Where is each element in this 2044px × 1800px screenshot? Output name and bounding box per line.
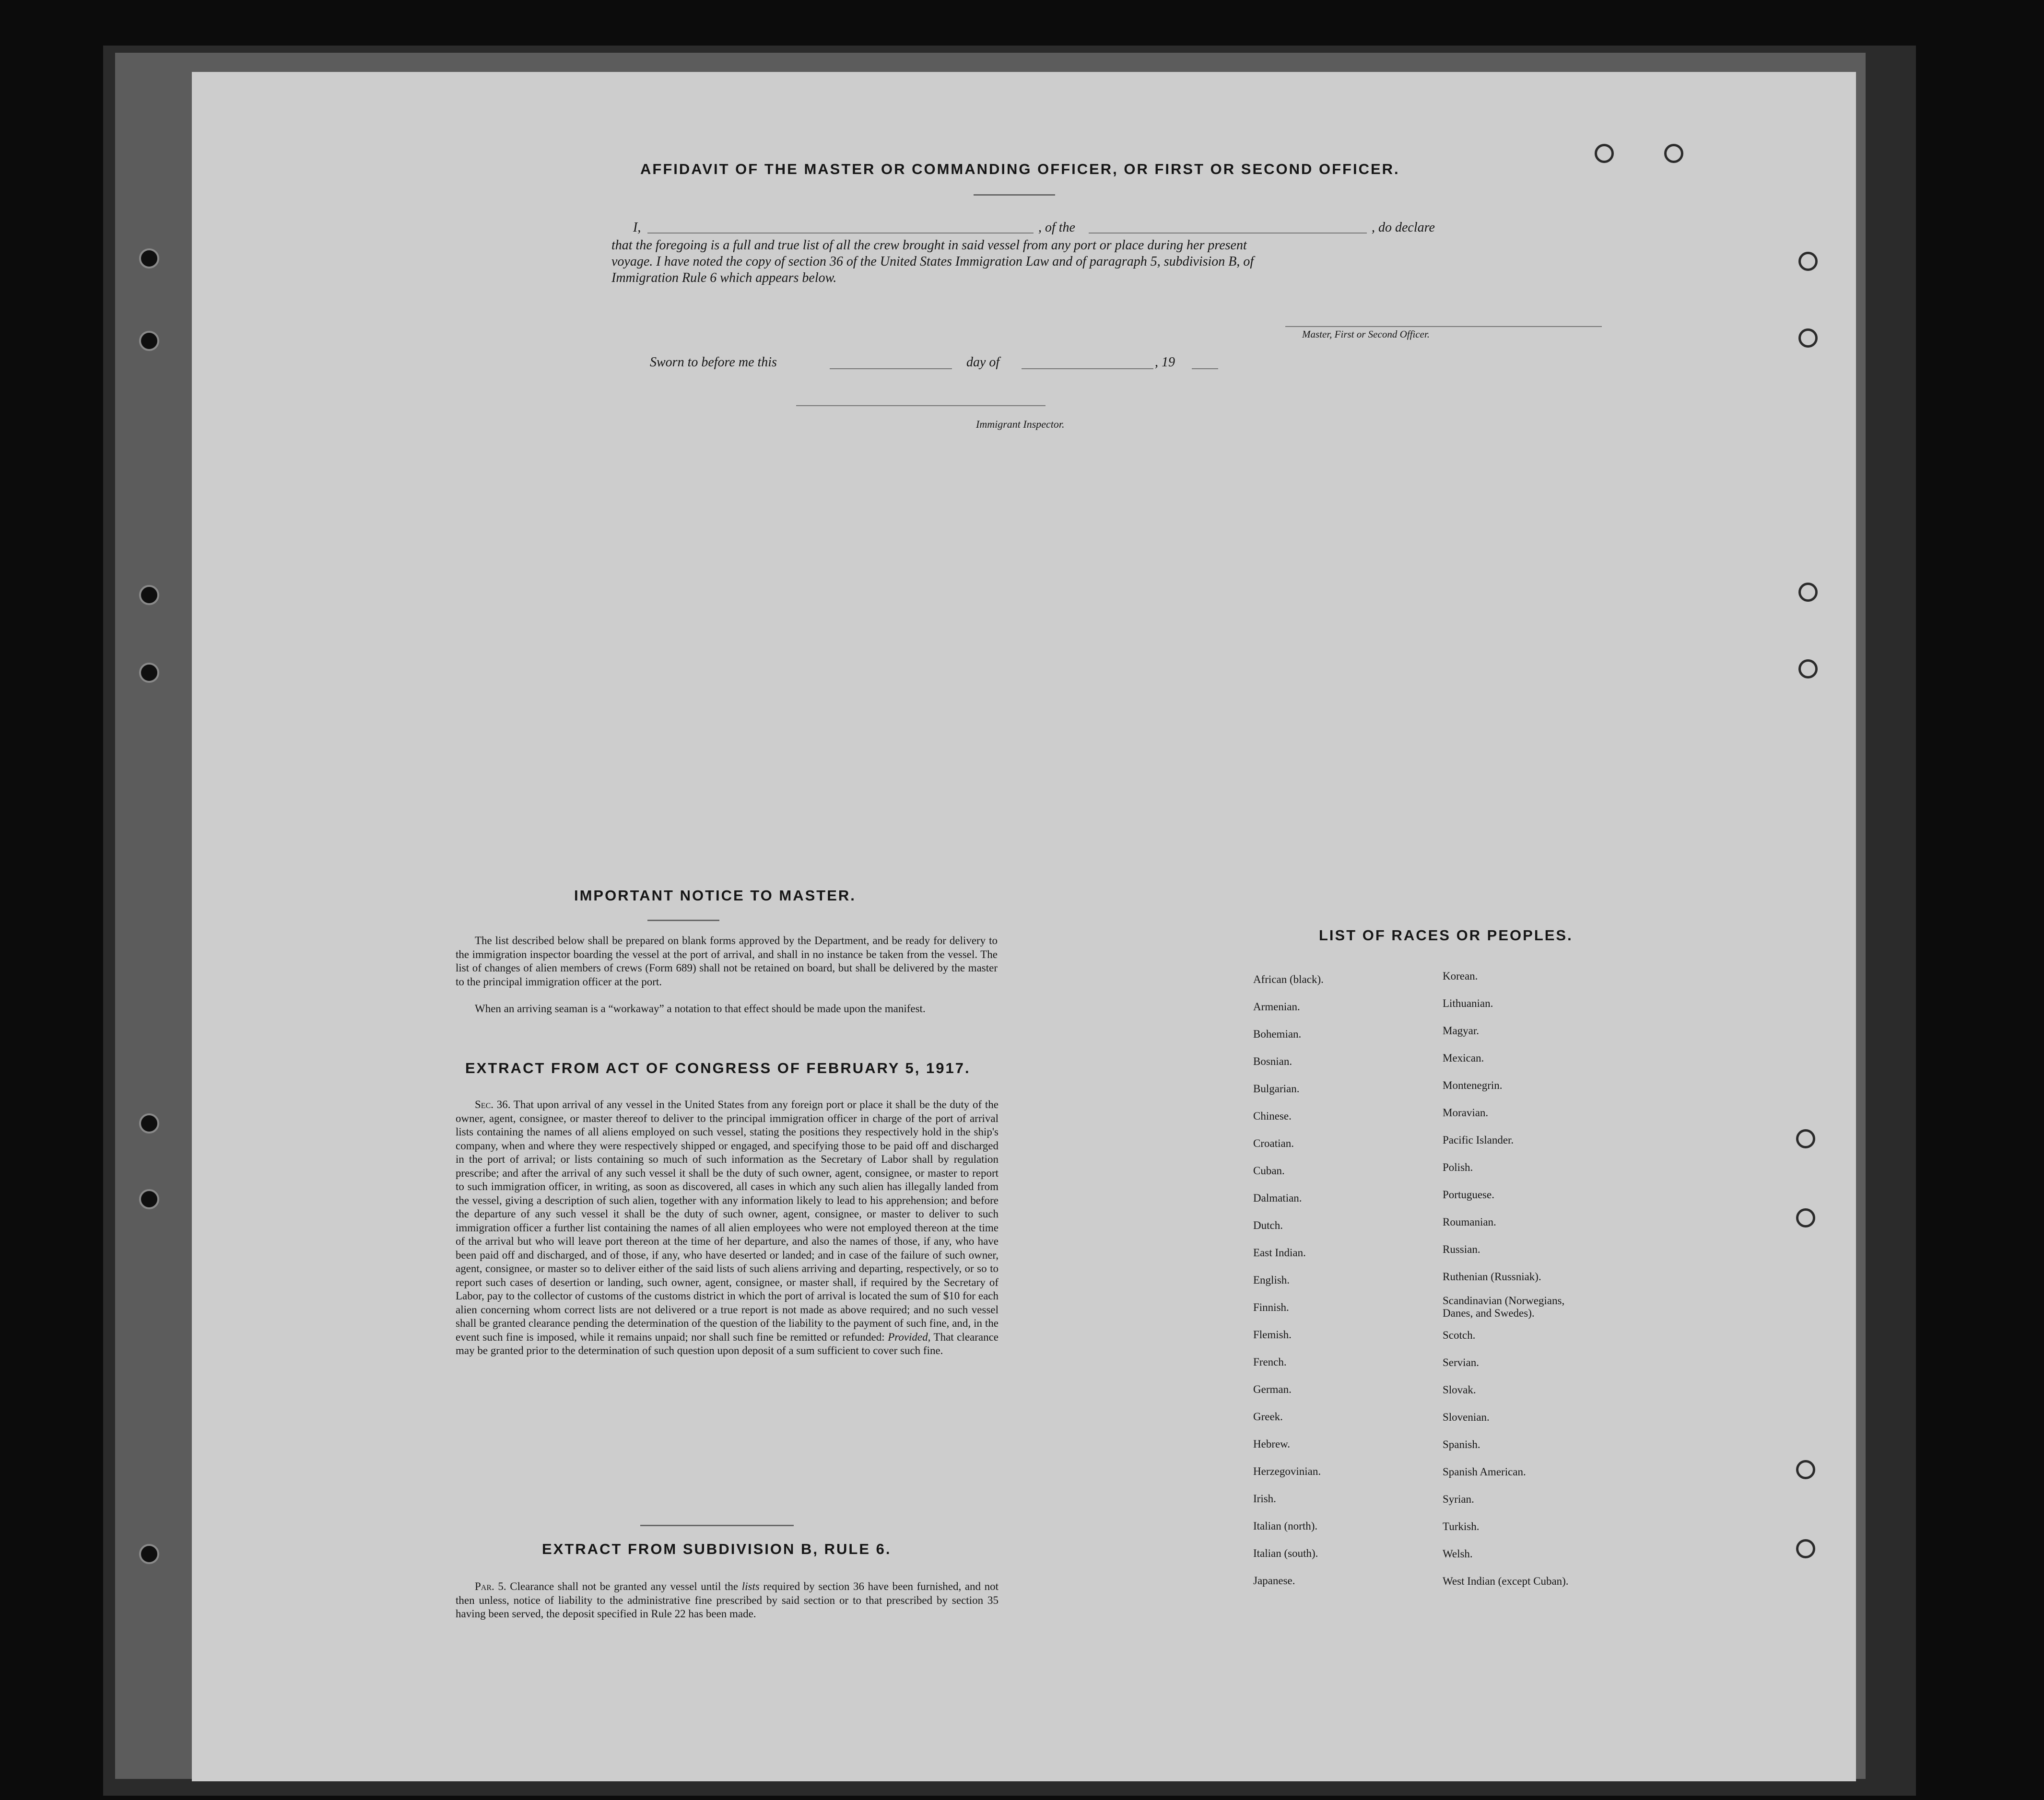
race-right-item: Slovenian. <box>1443 1411 1490 1423</box>
race-left-item: Dutch. <box>1253 1219 1283 1231</box>
race-left-item: Finnish. <box>1253 1301 1289 1313</box>
punch-hole <box>1796 1539 1815 1558</box>
race-right-item: West Indian (except Cuban). <box>1443 1575 1569 1587</box>
extract-act-heading: EXTRACT FROM ACT OF CONGRESS OF FEBRUARY 5, 1917. <box>465 1060 971 1076</box>
race-right-item: Korean. <box>1443 970 1478 982</box>
race-right-item: Montenegrin. <box>1443 1079 1503 1091</box>
race-right-item: Mexican. <box>1443 1052 1484 1064</box>
extract-rule-heading: EXTRACT FROM SUBDIVISION B, RULE 6. <box>542 1541 892 1557</box>
affidavit-body <box>611 237 1254 286</box>
races-heading: LIST OF RACES OR PEOPLES. <box>1319 927 1573 944</box>
section-label: Sec. 36. <box>475 1099 511 1110</box>
punch-hole <box>1798 328 1818 348</box>
par-text-after: required by section 36 have been furnished, and not then unless, notice of liability to the administrative fine prescribed by said section or to that prescribed by section 35 having been served, the deposit specified in Rule 22 has been made. <box>456 1580 999 1620</box>
sworn-day-of: day of <box>966 355 1000 370</box>
sworn-prefix: Sworn to before me this <box>650 355 777 370</box>
race-left-item: Italian (north). <box>1253 1520 1318 1532</box>
binder-hole <box>139 1189 159 1209</box>
sworn-year: , 19 <box>1155 355 1175 370</box>
race-right-item: Ruthenian (Russniak). <box>1443 1271 1541 1283</box>
race-left-item: French. <box>1253 1356 1287 1368</box>
race-right-item: Turkish. <box>1443 1520 1480 1532</box>
inspector-signature-line <box>796 405 1045 406</box>
section-36-text <box>456 1098 999 1358</box>
par-text-before: Clearance shall not be granted any vessel until the <box>510 1580 739 1592</box>
punch-hole <box>1664 144 1683 163</box>
name-blank <box>647 233 1034 234</box>
punch-hole <box>1595 144 1614 163</box>
race-right-item: Welsh. <box>1443 1548 1473 1560</box>
inspector-signature-label: Immigrant Inspector. <box>976 418 1065 430</box>
race-left-item: Italian (south). <box>1253 1547 1318 1559</box>
declaration-of-the: , of the <box>1038 220 1075 235</box>
race-right-item: Slovak. <box>1443 1384 1476 1396</box>
master-signature-label: Master, First or Second Officer. <box>1302 328 1430 340</box>
divider <box>974 194 1055 196</box>
punch-hole <box>1796 1460 1815 1479</box>
race-right-item: Polish. <box>1443 1161 1473 1173</box>
declaration-i: I, <box>633 220 641 235</box>
race-left-item: Flemish. <box>1253 1329 1292 1341</box>
proviso-text: That clearance may be granted prior to the determination of such question upon deposit of a sum sufficient to cover such fine. <box>456 1331 999 1356</box>
binder-hole <box>139 331 159 351</box>
race-left-item: Croatian. <box>1253 1137 1294 1149</box>
race-left-item: East Indian. <box>1253 1247 1306 1259</box>
section-body: That upon arrival of any vessel in the United States from any foreign port or place it shall be the duty of the owner, agent, consignee, or master thereof to deliver to the principal immigration officer in charge of the port of arrival lists containing the names of all aliens employed on such vessel, stating the positions they respectively hold in the ship's company, when and where they were respectively shipped or engaged, and specifying those to be paid off and discharged in the port of arrival; or lists containing so much of such information as the Secretary of Labor shall by regulation prescribe; and after the arrival of any such vessel it shall be the duty of such owner, agent, consignee, or master to report to such immigration officer, in writing, as soon as discovered, all cases in which any such alien has illegally landed from the vessel, giving a description of such alien, together with any information likely to lead to his apprehension; and before the departure of any such vessel it shall be the duty of such owner, agent, consignee, or master to deliver to such immigration officer a further list containing the names of all alien employees who were not employed thereon at the time of the arrival but who will leave port thereon at the time of her departure, and also the names of those, if any, who have been paid off and discharged, and of those, if any, who have deserted or landed; and in case of the failure of such owner, agent, consignee, or master so to deliver either of the said lists of such aliens arriving and departing, respectively, or so to report such cases of desertion or landing, such owner, agent, consignee, or master shall, if required by the Secretary of Labor, pay to the collector of customs of the customs district in which the port of arrival is located the sum of $10 for each alien concerning whom correct lists are not delivered or a true report is not made as above required; and no such vessel shall be granted clearance pending the determination of the question of the liability to the payment of such fine, and, in the event such fine is imposed, while it remains unpaid; nor shall such fine be remitted or refunded: <box>456 1099 999 1343</box>
month-blank <box>1022 368 1153 369</box>
race-left-item: Bulgarian. <box>1253 1083 1300 1095</box>
year-blank <box>1192 368 1218 369</box>
race-left-item: Cuban. <box>1253 1165 1285 1177</box>
race-right-item: Russian. <box>1443 1243 1480 1255</box>
punch-hole <box>1798 583 1818 602</box>
punch-hole <box>1796 1129 1815 1148</box>
declaration-do-declare: , do declare <box>1372 220 1435 235</box>
race-left-item: Armenian. <box>1253 1001 1300 1013</box>
paragraph-5-text <box>456 1580 999 1621</box>
proviso-word: Provided, <box>888 1331 931 1343</box>
race-left-item: Greek. <box>1253 1411 1283 1423</box>
race-right-item: Scandinavian (Norwegians, Danes, and Swedes). <box>1443 1295 1565 1319</box>
race-right-item: Moravian. <box>1443 1107 1489 1119</box>
binder-hole <box>139 248 159 269</box>
race-left-item: Bosnian. <box>1253 1055 1292 1067</box>
race-left-item: Chinese. <box>1253 1110 1292 1122</box>
lists-word: lists <box>741 1580 760 1592</box>
race-right-item: Servian. <box>1443 1356 1480 1368</box>
binder-hole <box>139 1113 159 1134</box>
vessel-blank <box>1089 233 1367 234</box>
day-blank <box>830 368 952 369</box>
race-right-item: Syrian. <box>1443 1493 1474 1505</box>
divider <box>640 1525 794 1526</box>
binder-hole <box>139 585 159 605</box>
race-left-item: Bohemian. <box>1253 1028 1302 1040</box>
race-left-item: German. <box>1253 1383 1292 1395</box>
race-left-item: Hebrew. <box>1253 1438 1291 1450</box>
notice-paragraph-2: When an arriving seaman is a “workaway” a notation to that effect should be made upon the manifest. <box>475 1003 926 1015</box>
affidavit-body-line: that the foregoing is a full and true list of all the crew brought in said vessel from any port or place during her present <box>611 238 1247 253</box>
affidavit-body-line: Immigration Rule 6 which appears below. <box>611 270 837 285</box>
race-left-item: African (black). <box>1253 973 1324 985</box>
affidavit-page <box>192 72 1856 1781</box>
race-left-item: Japanese. <box>1253 1575 1295 1587</box>
master-signature-line <box>1285 326 1602 327</box>
affidavit-title: AFFIDAVIT OF THE MASTER OR COMMANDING OFFICER, OR FIRST OR SECOND OFFICER. <box>640 161 1400 177</box>
race-left-item: English. <box>1253 1274 1290 1286</box>
race-right-item: Roumanian. <box>1443 1216 1496 1228</box>
par-label: Par. 5. <box>475 1580 506 1592</box>
punch-hole <box>1798 659 1818 678</box>
affidavit-body-line: voyage. I have noted the copy of section 36 of the United States Immigration Law and of paragraph 5, subdivision B, of <box>611 254 1254 269</box>
race-right-item: Spanish American. <box>1443 1466 1526 1478</box>
binder-hole <box>139 663 159 683</box>
race-left-item: Herzegovinian. <box>1253 1465 1321 1477</box>
divider <box>647 920 719 921</box>
race-right-item: Lithuanian. <box>1443 997 1493 1009</box>
race-right-item: Magyar. <box>1443 1025 1480 1037</box>
binder-hole <box>139 1544 159 1564</box>
race-left-item: Irish. <box>1253 1493 1276 1505</box>
punch-hole <box>1798 252 1818 271</box>
notice-heading: IMPORTANT NOTICE TO MASTER. <box>574 887 856 904</box>
race-right-item: Pacific Islander. <box>1443 1134 1514 1146</box>
race-right-item: Spanish. <box>1443 1438 1480 1450</box>
race-left-item: Dalmatian. <box>1253 1192 1302 1204</box>
notice-paragraph-1: The list described below shall be prepared on blank forms approved by the Department, and be ready for delivery to the immigration inspector boarding the vessel at the port of arrival, and shall in no instance be taken from the vessel. The list of changes of alien members of crews (Form 689) shall not be retained on board, but shall be delivered by the master to the principal immigration officer at the port. <box>456 935 998 988</box>
punch-hole <box>1796 1208 1815 1227</box>
race-right-item: Scotch. <box>1443 1329 1476 1341</box>
race-right-item: Portuguese. <box>1443 1189 1494 1201</box>
